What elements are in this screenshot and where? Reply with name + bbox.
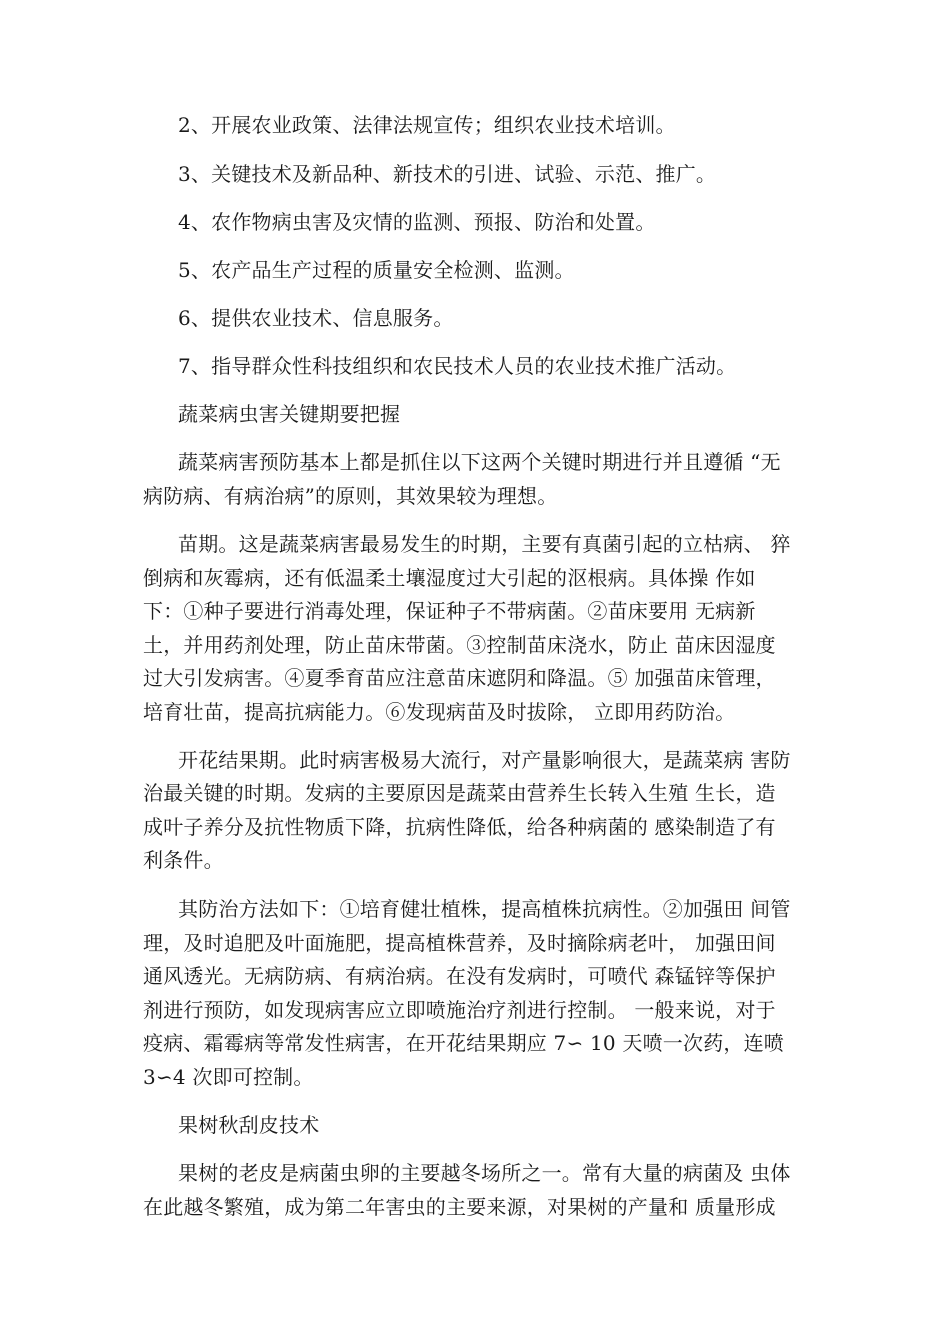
paragraph-line: 3∽4 次即可控制。	[143, 1065, 314, 1089]
list-item-3: 3、关键技术及新品种、新技术的引进、试验、示范、推广。	[178, 162, 717, 186]
paragraph-line: 其防治方法如下：①培育健壮植株，提高植株抗病性。②加强田 间管	[178, 897, 791, 921]
paragraph-line: 苗期。这是蔬菜病害最易发生的时期，主要有真菌引起的立枯病、 猝	[178, 532, 791, 556]
paragraph-line: 过大引发病害。④夏季育苗应注意苗床遮阴和降温。⑤ 加强苗床管理，	[143, 666, 776, 690]
paragraph-line: 疫病、霜霉病等常发性病害，在开花结果期应 7∽ 10 天喷一次药，连喷	[143, 1031, 785, 1055]
list-item-5: 5、农产品生产过程的质量安全检测、监测。	[178, 258, 575, 282]
list-item-7: 7、指导群众性科技组织和农民技术人员的农业技术推广活动。	[178, 354, 737, 378]
paragraph-line: 利条件。	[143, 848, 224, 872]
list-item-6: 6、提供农业技术、信息服务。	[178, 306, 454, 330]
paragraph-line: 蔬菜病害预防基本上都是抓住以下这两个关键时期进行并且遵循 “无	[178, 450, 781, 474]
paragraph-line: 在此越冬繁殖，成为第二年害虫的主要来源，对果树的产量和 质量形成	[143, 1195, 776, 1219]
paragraph-line: 治最关键的时期。发病的主要原因是蔬菜由营养生长转入生殖 生长，造	[143, 781, 776, 805]
paragraph-line: 成叶子养分及抗性物质下降，抗病性降低，给各种病菌的 感染制造了有	[143, 815, 776, 839]
list-item-4: 4、农作物病虫害及灾情的监测、预报、防治和处置。	[178, 210, 656, 234]
paragraph-line: 开花结果期。此时病害极易大流行，对产量影响很大，是蔬菜病 害防	[178, 748, 791, 772]
paragraph-line: 剂进行预防，如发现病害应立即喷施治疗剂进行控制。 一般来说，对于	[143, 998, 776, 1022]
paragraph-line: 通风透光。无病防病、有病治病。在没有发病时，可喷代 森锰锌等保护	[143, 964, 776, 988]
paragraph-line: 土，并用药剂处理，防止苗床带菌。③控制苗床浇水，防止 苗床因湿度	[143, 633, 776, 657]
section-heading-vegetable-pests: 蔬菜病虫害关键期要把握	[178, 402, 401, 426]
paragraph-line: 理，及时追肥及叶面施肥，提高植株营养，及时摘除病老叶， 加强田间	[143, 931, 776, 955]
paragraph-line: 果树的老皮是病菌虫卵的主要越冬场所之一。常有大量的病菌及 虫体	[178, 1161, 791, 1185]
paragraph-line: 病防病、有病治病”的原则，其效果较为理想。	[143, 484, 558, 508]
paragraph-line: 培育壮苗，提高抗病能力。⑥发现病苗及时拔除， 立即用药防治。	[143, 700, 736, 724]
paragraph-line: 下：①种子要进行消毒处理，保证种子不带病菌。②苗床要用 无病新	[143, 599, 756, 623]
list-item-2: 2、开展农业政策、法律法规宣传；组织农业技术培训。	[178, 113, 676, 137]
paragraph-line: 倒病和灰霉病，还有低温柔土壤湿度过大引起的沤根病。具体操 作如	[143, 566, 756, 590]
section-heading-fruit-bark: 果树秋刮皮技术	[178, 1113, 320, 1137]
